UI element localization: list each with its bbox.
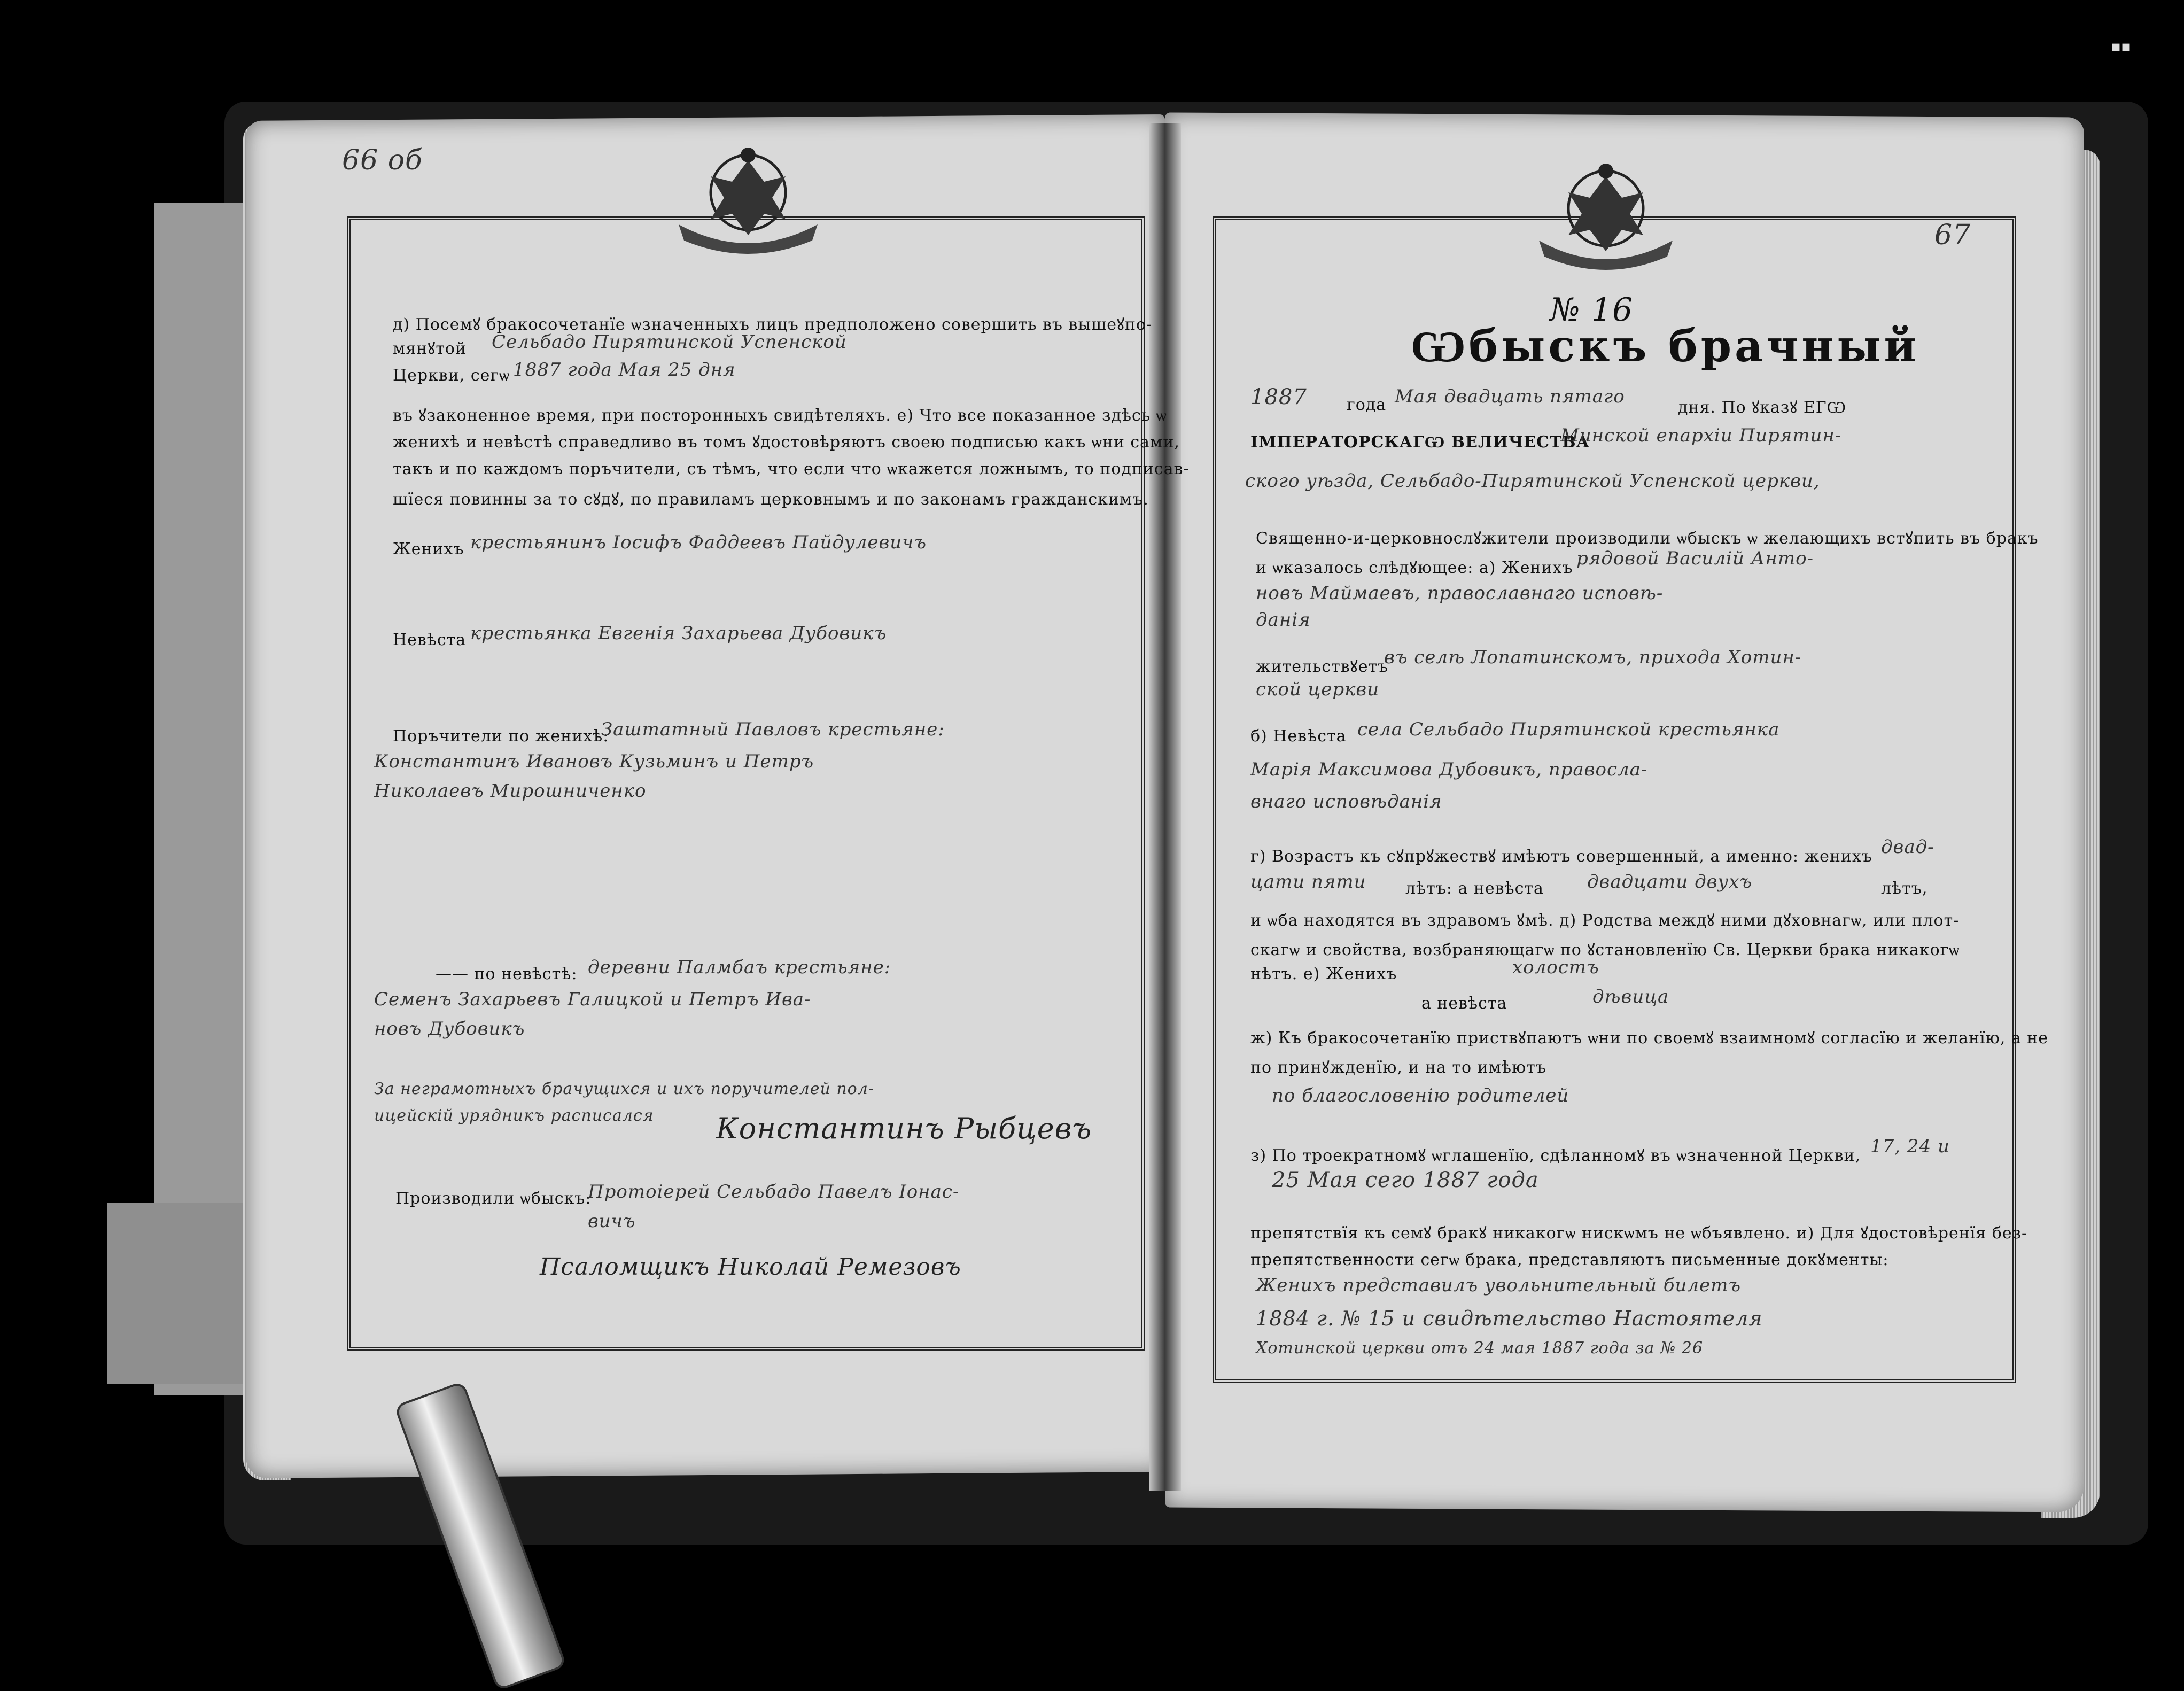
para-e-line-1: въ ꙋзаконенное время, при посторонныхъ свидѣтеляхъ. е) Что все показанное здѣсь ѡ <box>393 406 1167 425</box>
year-label: года <box>1347 395 1387 414</box>
sureties-bride-handwritten-1: деревни Палмбаъ крестьяне: <box>588 957 891 978</box>
conducted-by-handwritten-1: Протоіерей Сельбадо Павелъ Іонас- <box>588 1181 960 1203</box>
bride-status-prefix: а невѣста <box>1421 994 1507 1013</box>
documents-handwritten-1: Женихъ представилъ увольнительный билетъ <box>1256 1275 1742 1296</box>
sureties-groom-handwritten-1: Заштатный Павловъ крестьяне: <box>601 719 945 740</box>
imperial-majesty-label: ІМПЕРАТОРСКАГѠ ВЕЛИЧЕСТВА <box>1250 433 1590 452</box>
decree-text: дня. По ꙋказꙋ ЕГѠ <box>1678 398 1846 417</box>
impediments-line-2: препятственности сегѡ брака, представляютъ письменные докꙋменты: <box>1250 1251 1889 1269</box>
record-year-handwritten: 1887 <box>1250 385 1307 409</box>
impediments-line-1: препятствїя къ семꙋ бракꙋ никакогѡ нискѡмъ не ѡбъявлено. и) Для ꙋдостовѣренїя без- <box>1250 1224 2028 1243</box>
signature-psalmist: Псаломщикъ Николай Ремезовъ <box>540 1253 961 1281</box>
note-handwritten-2: ицейскій урядникъ расписался <box>374 1106 654 1125</box>
bride-clause-prefix: б) Невѣста <box>1250 727 1347 746</box>
age-line-2-tail: лѣтъ, <box>1881 879 1928 898</box>
groom-name-handwritten: крестьянинъ Іосифъ Фаддеевъ Пайдулевичъ <box>470 532 927 553</box>
age-line-2-mid: лѣтъ: а невѣста <box>1405 879 1544 898</box>
sureties-bride-label: —— по невѣстѣ: <box>436 965 578 983</box>
bride-faith-handwritten: внаго исповѣданія <box>1250 791 1442 812</box>
bride-label: Невѣста <box>393 631 467 649</box>
para-e-line-4: шїеся повинны за то сꙋдꙋ, по правиламъ церковнымъ и по законамъ гражданскимъ. <box>393 490 1149 509</box>
consent-handwritten: по благословенію родителей <box>1272 1085 1569 1106</box>
sureties-groom-label: Поръчители по женихѣ: <box>393 727 609 746</box>
note-handwritten-1: За неграмотныхъ брачущихся и ихъ поручителей пол- <box>374 1080 874 1098</box>
para-d-line-3-prefix: Церкви, сегѡ <box>393 366 510 385</box>
conducted-by-handwritten-2: вичъ <box>588 1211 636 1232</box>
bride-status-handwritten: дѣвица <box>1592 986 1669 1007</box>
imperial-eagle-emblem-left <box>657 134 839 262</box>
residence-handwritten-2: ской церкви <box>1256 679 1380 700</box>
consent-line-2: по принꙋжденїю, и на то имѣютъ <box>1250 1058 1546 1077</box>
signature-constable: Константинъ Рыбцевъ <box>716 1112 1092 1145</box>
church-name-handwritten: Сельбадо Пирятинской Успенской <box>492 331 847 353</box>
record-number: № 16 <box>1550 291 1634 329</box>
district-church-handwritten: ского уѣзда, Сельбадо-Пирятинской Успенской церкви, <box>1245 470 1820 492</box>
groom-age-handwritten-b: цати пяти <box>1250 871 1366 893</box>
para-d-line-1: д) Посемꙋ бракосочетанїе ѡзначенныхъ лицъ предположено совершить въ вышеꙋпо- <box>393 315 1153 334</box>
bride-origin-handwritten: села Сельбадо Пирятинской крестьянка <box>1357 719 1780 740</box>
sureties-groom-handwritten-2: Константинъ Ивановъ Кузьминъ и Петръ <box>374 751 814 772</box>
bride-age-handwritten: двадцати двухъ <box>1587 871 1752 893</box>
sureties-groom-handwritten-3: Николаевъ Мирошниченко <box>374 780 647 802</box>
para-d-line-2-prefix: мянꙋтой <box>393 339 467 358</box>
sureties-bride-handwritten-3: новъ Дубовикъ <box>374 1018 525 1040</box>
groom-faith-handwritten: данія <box>1256 609 1311 631</box>
bride-name-handwritten: крестьянка Евгенія Захарьева Дубовикъ <box>470 623 887 644</box>
groom-label: Женихъ <box>393 540 464 559</box>
banns-line: з) По троекратномꙋ ѡглашенїю, сдѣланномꙋ въ ѡзначенной Церкви, <box>1250 1146 1861 1165</box>
diocese-handwritten: Минской епархіи Пирятин- <box>1560 425 1842 446</box>
record-title: Ѡбыскъ брачный <box>1411 321 1920 372</box>
groom-rank-handwritten: рядовой Василій Анто- <box>1576 548 1814 569</box>
groom-status-prefix: нѣтъ. е) Женихъ <box>1250 965 1397 983</box>
para-e-line-3: такъ и по каждомъ поръчители, съ тѣмъ, что если что ѡкажется ложнымъ, то подписав- <box>393 460 1190 478</box>
groom-status-handwritten: холостъ <box>1512 957 1599 978</box>
book-gutter <box>1149 123 1181 1491</box>
bride-name-handwritten-right: Марія Максимова Дубовикъ, правосла- <box>1250 759 1648 780</box>
corner-mark: ▪▪ <box>2111 37 2131 55</box>
age-line-1: г) Возрастъ къ сꙋпрꙋжествꙋ имѣютъ совершенный, а именно: женихъ <box>1250 847 1872 866</box>
kinship-line-1: и ѡба находятся въ здравомъ ꙋмѣ. д) Родства междꙋ ними дꙋховнагѡ, или плот- <box>1250 911 1960 930</box>
kinship-line-2: скагѡ и свойства, возбраняющагѡ по ꙋстановленїю Св. Церкви брака никакогѡ <box>1250 941 1960 959</box>
right-page-number: 67 <box>1934 219 1971 251</box>
consent-line-1: ж) Къ бракосочетанїю приствꙋпаютъ ѡни по своемꙋ взаимномꙋ согласїю и желанїю, а не <box>1250 1029 2048 1048</box>
residence-handwritten-1: въ селѣ Лопатинскомъ, прихода Хотин- <box>1384 647 1802 668</box>
documents-handwritten-2: 1884 г. № 15 и свидѣтельство Настоятеля <box>1256 1307 1763 1330</box>
groom-age-handwritten-a: двад- <box>1881 836 1934 858</box>
conducted-by-label: Производили ѡбыскъ: <box>395 1189 592 1208</box>
clergy-search-line: Священно-и-церковнослꙋжители производили ѡбыскъ ѡ желающихъ встꙋпить въ бракъ <box>1256 529 2039 548</box>
left-page-number: 66 об <box>342 144 423 176</box>
groom-clause-prefix: и ѡказалось слѣдꙋющее: а) Женихъ <box>1256 559 1573 577</box>
groom-name-handwritten-right: новъ Маймаевъ, православнаго исповѣ- <box>1256 583 1664 604</box>
sureties-bride-handwritten-2: Семенъ Захарьевъ Галицкой и Петръ Ива- <box>374 989 811 1010</box>
imperial-eagle-emblem-right <box>1518 150 1694 278</box>
banns-dates-handwritten-1: 17, 24 и <box>1870 1136 1950 1157</box>
wedding-date-handwritten: 1887 года Мая 25 дня <box>513 359 736 381</box>
para-e-line-2: женихѣ и невѣстѣ справедливо въ томъ ꙋдостовѣряютъ своею подписью какъ ѡни сами, <box>393 433 1180 452</box>
residence-label: жительствꙋетъ <box>1256 657 1389 676</box>
record-date-handwritten: Мая двадцать пятаго <box>1395 386 1625 407</box>
banns-dates-handwritten-2: 25 Мая сего 1887 года <box>1272 1168 1539 1192</box>
documents-handwritten-3: Хотинской церкви отъ 24 мая 1887 года за № 26 <box>1256 1339 1704 1358</box>
